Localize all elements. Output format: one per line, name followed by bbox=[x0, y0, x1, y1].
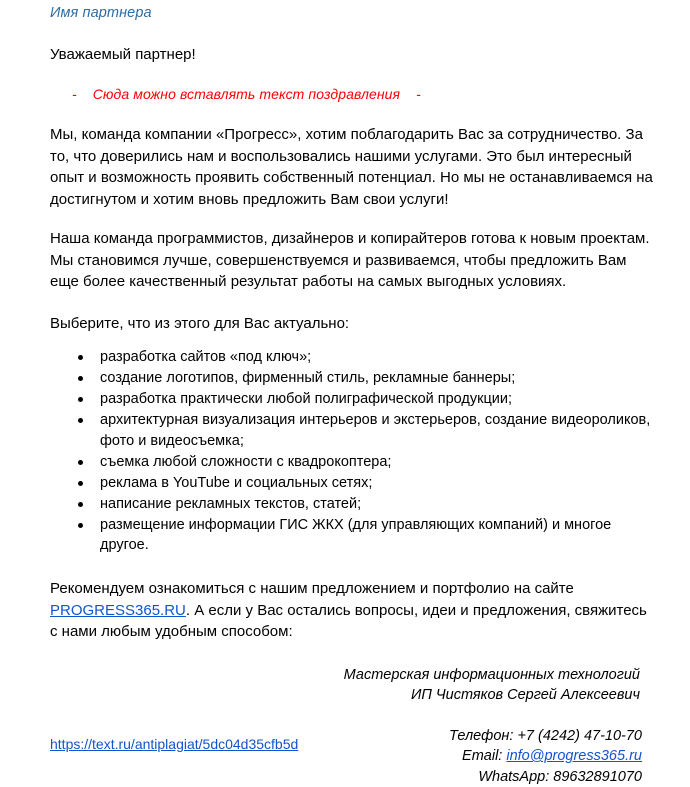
whatsapp-label: WhatsApp: bbox=[478, 768, 550, 785]
email-label: Email: bbox=[462, 748, 503, 765]
insert-congratulation-note: - Сюда можно вставлять текст поздравления - bbox=[72, 86, 421, 103]
salutation-text: Уважаемый партнер! bbox=[50, 45, 196, 63]
list-item: размещение информации ГИС ЖКХ (для управляющих компаний) и многое другое. bbox=[50, 515, 656, 556]
email-link[interactable]: info@progress365.ru bbox=[506, 748, 642, 765]
phone-value: +7 (4242) 47-10-70 bbox=[517, 727, 642, 744]
progress365-site-link[interactable]: PROGRESS365.RU bbox=[50, 601, 186, 619]
list-item: написание рекламных текстов, статей; bbox=[50, 494, 656, 515]
closing-text-after-link: . А если у Вас остались вопросы, идеи и предложения, свяжитесь с нами любым удобным способом: bbox=[50, 601, 647, 641]
antiplagiat-footer-link[interactable]: https://text.ru/antiplagiat/5dc04d35cfb5d bbox=[50, 736, 299, 752]
signature-block bbox=[50, 643, 656, 705]
paragraph-gratitude: Мы, команда компании «Прогресс», хотим поблагодарить Вас за сотрудничество. За то, что доверились нам и воспользовались нашими услугами. Это был интересный опыт и возможность проявить собственный потенциал. Но мы не останавливаемся на достигнутом и хотим вновь предложить Вам свои услуги! bbox=[50, 126, 653, 208]
whatsapp-value: 89632891070 bbox=[553, 768, 642, 785]
list-item: съемка любой сложности с квадрокоптера; bbox=[50, 452, 656, 473]
partner-name-heading: Имя партнера bbox=[50, 5, 152, 21]
phone-label: Телефон: bbox=[449, 727, 514, 744]
list-item: реклама в YouTube и социальных сетях; bbox=[50, 473, 656, 494]
services-list-intro: Выберите, что из этого для Вас актуально: bbox=[50, 314, 350, 332]
paragraph-team: Наша команда программистов, дизайнеров и копирайтеров готова к новым проектам. Мы становимся лучше, совершенствуемся и развиваемся, чтобы предложить Вам еще более качественный результат работы на самых выгодных условиях. bbox=[50, 230, 650, 291]
list-item: архитектурная визуализация интерьеров и экстерьеров, создание видеороликов, фото и видеосъемка; bbox=[50, 410, 656, 451]
closing-text-before-link: Рекомендуем ознакомиться с нашим предложением и портфолио на сайте bbox=[50, 580, 574, 598]
closing-paragraph bbox=[50, 556, 656, 643]
list-item: создание логотипов, фирменный стиль, рекламные баннеры; bbox=[50, 368, 656, 389]
signature-person: ИП Чистяков Сергей Алексеевич bbox=[410, 686, 640, 703]
services-list bbox=[50, 334, 656, 556]
signature-company: Мастерская информационных технологий bbox=[343, 666, 640, 683]
list-item: разработка сайтов «под ключ»; bbox=[50, 347, 656, 368]
contact-whatsapp bbox=[50, 767, 642, 787]
list-item: разработка практически любой полиграфической продукции; bbox=[50, 389, 656, 410]
